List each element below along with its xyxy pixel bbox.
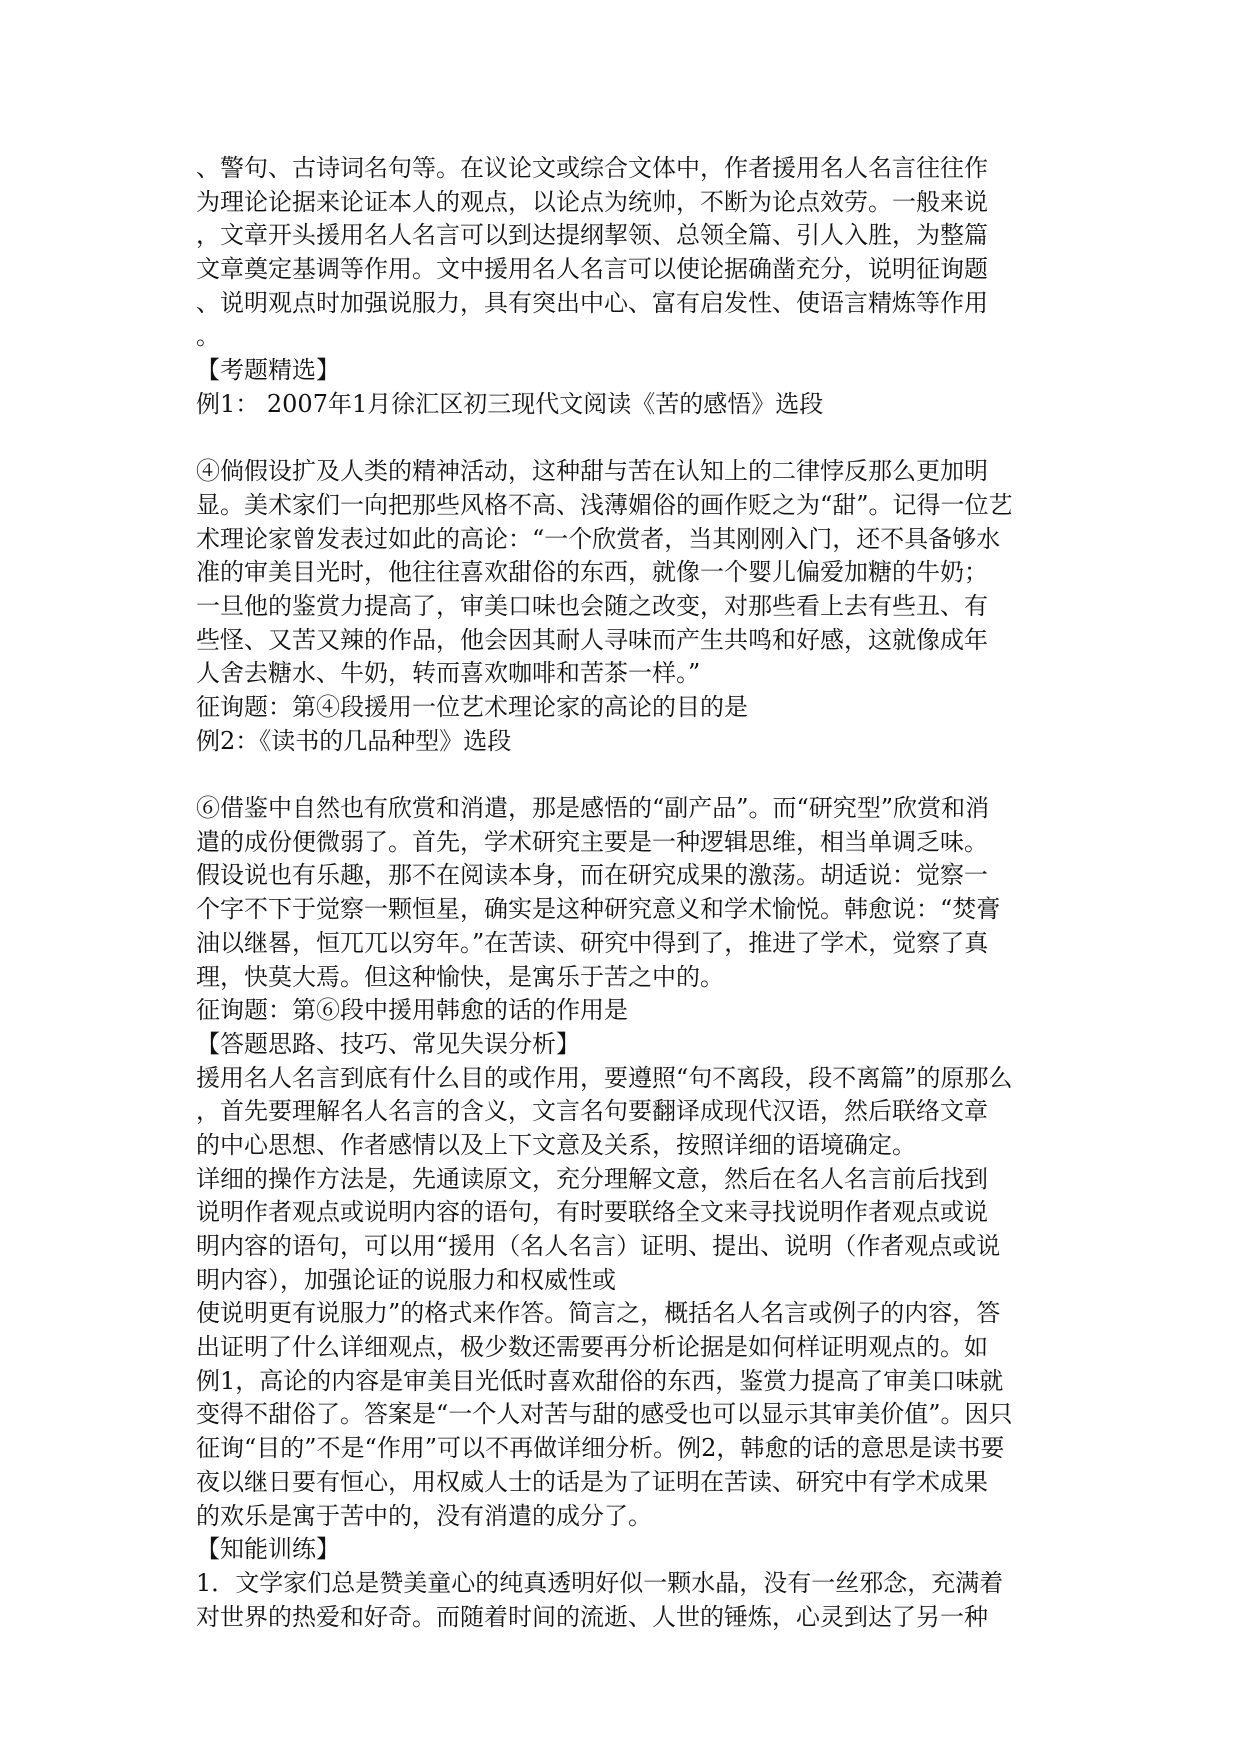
text-line: 出证明了什么详细观点，极少数还需要再分析论据是如何样证明观点的。如 [196, 1333, 988, 1362]
text-line: 理，快莫大焉。但这种愉快，是寓乐于苦之中的。 [196, 962, 724, 991]
question-line: 征询题：第⑥段中援用韩愈的话的作用是 [196, 996, 628, 1025]
text-line: 【知能训练】 [196, 1535, 340, 1564]
text-line: 、警句、古诗词名句等。在议论文或综合文体中，作者援用名人名言往往作 [196, 154, 988, 182]
text-line: 说明作者观点或说明内容的语句，有时要联络全文来寻找说明作者观点或说 [196, 1198, 988, 1227]
document-body [196, 152, 1076, 1668]
text-line: 对世界的热爱和好奇。而随着时间的流逝、人世的锤炼，心灵到达了另一种 [196, 1602, 988, 1631]
text-line: 文章奠定基调等作用。文中援用名人名言可以使论据确凿充分，说明征询题 [196, 255, 988, 284]
text-line [196, 1634, 1076, 1668]
text-line: ④倘假设扩及人类的精神活动，这种甜与苦在认知上的二律悖反那么更加明 [196, 457, 988, 486]
blank-line [196, 422, 1076, 456]
text-line: 些怪、又苦又辣的作品，他会因其耐人寻味而产生共鸣和好感，这就像成年 [196, 625, 988, 654]
text-line: 的欢乐是寓于苦中的，没有消遣的成分了。 [196, 1501, 652, 1530]
section-heading: 【答题思路、技巧、常见失误分析】 [196, 1029, 580, 1058]
text-line: 征询“目的”不是“作用”可以不再做详细分析。例2，韩愈的话的意思是读书要 [196, 1434, 1005, 1463]
text-line: 为理论论据来论证本人的观点，以论点为统帅，不断为论点效劳。一般来说 [196, 187, 988, 216]
example-title: 例1： 2007年1月徐汇区初三现代文阅读《苦的感悟》选段 [196, 389, 824, 418]
example-title: 例2：《读书的几品种型》选段 [196, 726, 512, 755]
text-line: 详细的操作方法是，先通读原文，充分理解文意，然后在名人名言前后找到 [196, 1164, 988, 1193]
text-line: ，首先要理解名人名言的含义，文言名句要翻译成现代汉语，然后联络文章 [196, 1097, 988, 1126]
text-line: 变得不甜俗了。答案是“一个人对苦与甜的感受也可以显示其审美价值”。因只 [196, 1400, 1013, 1429]
text-line: 援用名人名言到底有什么目的或作用，要遵照“句不离段，段不离篇”的原那么 [196, 1063, 1013, 1092]
text-line: 例1，高论的内容是审美目光低时喜欢甜俗的东西，鉴赏力提高了审美口味就 [196, 1366, 1004, 1395]
text-line: 假设说也有乐趣，那不在阅读本身，而在研究成果的激荡。胡适说：觉察一 [196, 861, 988, 890]
text-line: ，文章开头援用名人名言可以到达提纲挈领、总领全篇、引人入胜，为整篇 [196, 221, 988, 250]
text-line: 准的审美目光时，他往往喜欢甜俗的东西，就像一个婴儿偏爱加糖的牛奶； [196, 558, 988, 587]
text-line: 术理论家曾发表过如此的高论：“一个欣赏者，当其刚刚入门，还不具备够水 [196, 524, 1001, 553]
text-line: 、说明观点时加强说服力，具有突出中心、富有启发性、使语言精炼等作用 [196, 288, 988, 317]
section-heading: 【考题精选】 [196, 356, 340, 385]
text-line: 个字不下于觉察一颗恒星，确实是这种研究意义和学术愉悦。韩愈说：“焚膏 [196, 895, 1001, 924]
text-line: 的中心思想、作者感情以及上下文意及关系，按照详细的语境确定。 [196, 1130, 916, 1159]
text-line: 显。美术家们一向把那些风格不高、浅薄媚俗的画作贬之为“甜”。记得一位艺 [196, 490, 1013, 519]
text-line: 明内容），加强论证的说服力和权威性或 [196, 1265, 616, 1294]
blank-line [196, 758, 1076, 792]
text-line: 明内容的语句，可以用“援用（名人名言）证明、提出、说明（作者观点或说 [196, 1232, 1001, 1260]
section-heading: 1．文学家们总是赞美童心的纯真透明好似一颗水晶，没有一丝邪念，充满着 [196, 1568, 1004, 1597]
text-line: 油以继晷，恒兀兀以穷年。”在苦读、研究中得到了，推进了学术，觉察了真 [196, 928, 989, 957]
question-line: 征询题：第④段援用一位艺术理论家的高论的目的是 [196, 693, 748, 721]
text-line: 一旦他的鉴赏力提高了，审美口味也会随之改变，对那些看上去有些丑、有 [196, 591, 988, 620]
text-line: 人舍去糖水、牛奶，转而喜欢咖啡和苦茶一样。” [196, 659, 701, 688]
text-line: 遣的成份便微弱了。首先，学术研究主要是一种逻辑思维，相当单调乏味。 [196, 827, 988, 856]
text-line: 夜以继日要有恒心，用权威人士的话是为了证明在苦读、研究中有学术成果 [196, 1467, 988, 1496]
text-line: 。 [196, 322, 220, 351]
text-line: ⑥借鉴中自然也有欣赏和消遣，那是感悟的“副产品”。而“研究型”欣赏和消 [196, 794, 990, 823]
text-line: 使说明更有说服力”的格式来作答。简言之，概括名人名言或例子的内容，答 [196, 1299, 1001, 1328]
